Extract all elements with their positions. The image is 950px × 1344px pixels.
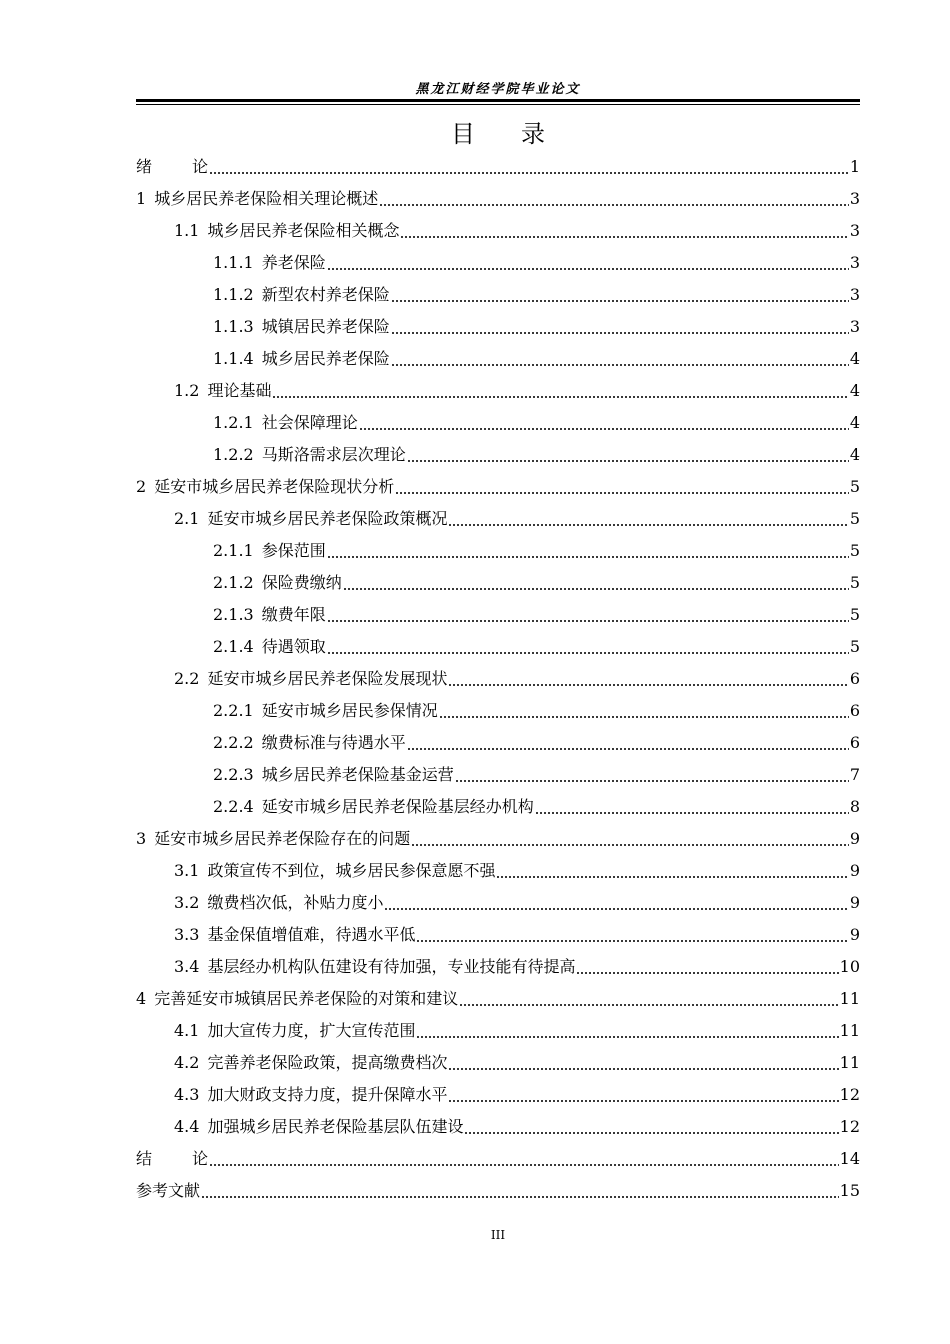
toc-entry-page: 4 (849, 413, 860, 432)
toc-dot-leader (576, 957, 838, 977)
toc-dot-leader (416, 1021, 838, 1041)
toc-entry-page: 7 (849, 765, 860, 784)
toc-entry-page: 9 (849, 829, 860, 848)
toc-entry-label (136, 1181, 200, 1201)
toc-entry[interactable] (136, 951, 860, 983)
toc-entry-number: 1.1 (174, 221, 200, 240)
toc-entry[interactable] (136, 311, 860, 343)
toc-dot-leader (209, 1149, 839, 1169)
toc-entry-label (136, 189, 378, 209)
toc-entry-title: 城乡居民养老保险基金运营 (261, 765, 454, 784)
toc-entry[interactable] (136, 279, 860, 311)
toc-entry-label (213, 733, 406, 753)
toc-entry-title: 参考文献 (136, 1181, 201, 1200)
toc-entry-page: 4 (849, 445, 860, 464)
toc-entry-page: 5 (849, 509, 860, 528)
toc-entry-label (174, 221, 399, 241)
toc-entry-label (213, 797, 534, 817)
toc-entry-page: 5 (849, 541, 860, 560)
toc-entry-title: 完善养老保险政策，提高缴费档次 (207, 1053, 448, 1072)
toc-entry-page: 5 (849, 573, 860, 592)
toc-entry-page: 8 (849, 797, 860, 816)
toc-dot-leader (391, 317, 849, 337)
toc-dot-leader (391, 349, 849, 369)
toc-entry-title: 延安市城乡居民养老保险基层经办机构 (261, 797, 534, 816)
toc-entry[interactable] (136, 151, 860, 183)
toc-entry-number: 4.3 (174, 1085, 200, 1104)
toc-entry-number: 4 (136, 989, 147, 1008)
toc-heading: 目录 (451, 120, 591, 148)
toc-entry-title: 加强城乡居民养老保险基层队伍建设 (207, 1117, 464, 1136)
toc-entry-title: 延安市城乡居民养老保险现状分析 (154, 477, 395, 496)
page-number: III (490, 1228, 506, 1242)
toc-entry-number: 1.2.1 (213, 413, 254, 432)
toc-entry-number: 1.1.2 (213, 285, 254, 304)
toc-dot-leader (327, 605, 849, 625)
toc-dot-leader (379, 189, 849, 209)
toc-entry-label (213, 765, 454, 785)
toc-dot-leader (391, 285, 849, 305)
toc-entry-number: 2.1.3 (213, 605, 254, 624)
toc-dot-leader (201, 1181, 839, 1201)
toc-entry-page: 3 (849, 285, 860, 304)
toc-entry-title: 参保范围 (261, 541, 326, 560)
toc-entry-number: 4.1 (174, 1021, 200, 1040)
toc-entry-label (213, 285, 390, 305)
toc-entry-title: 延安市城乡居民养老保险存在的问题 (154, 829, 411, 848)
toc-dot-leader (448, 1053, 838, 1073)
toc-entry-title: 加大宣传力度，扩大宣传范围 (207, 1021, 416, 1040)
toc-entry[interactable] (136, 535, 860, 567)
toc-entry-page: 11 (839, 989, 860, 1008)
toc-dot-leader (400, 221, 848, 241)
toc-entry[interactable] (136, 407, 860, 439)
toc-dot-leader (496, 861, 848, 881)
toc-entry-page: 9 (849, 925, 860, 944)
toc-entry[interactable] (136, 1111, 860, 1143)
toc-entry-title-char: 论 (192, 157, 209, 176)
toc-entry-label (174, 893, 383, 913)
toc-entry-title: 马斯洛需求层次理论 (261, 445, 406, 464)
toc-entry[interactable] (136, 983, 860, 1015)
toc-entry-label (213, 253, 326, 273)
toc-entry-page: 12 (839, 1117, 860, 1136)
toc-entry-number: 2.1.2 (213, 573, 254, 592)
toc-entry-label (174, 1085, 447, 1105)
toc-entry-page: 3 (849, 221, 860, 240)
toc-entry-title: 城乡居民养老保险相关理论概述 (154, 189, 379, 208)
toc-entry-label (174, 957, 575, 977)
toc-entry-page: 3 (849, 253, 860, 272)
toc-entry-title: 养老保险 (261, 253, 326, 272)
toc-entry-label (213, 445, 406, 465)
toc-entry[interactable] (136, 1047, 860, 1079)
toc-dot-leader (411, 829, 849, 849)
toc-entry-number: 1.1.4 (213, 349, 254, 368)
toc-entry-page: 10 (839, 957, 860, 976)
toc-entry-number: 3.2 (174, 893, 200, 912)
toc-dot-leader (327, 541, 849, 561)
toc-entry-page: 3 (849, 189, 860, 208)
toc-entry-label (174, 861, 495, 881)
toc-dot-leader (407, 733, 849, 753)
toc-entry-number: 3.4 (174, 957, 200, 976)
toc-entry-number: 1.1.3 (213, 317, 254, 336)
toc-dot-leader (448, 1085, 838, 1105)
toc-entry-title: 延安市城乡居民参保情况 (261, 701, 438, 720)
toc-entry-number: 2.1 (174, 509, 200, 528)
toc-entry-label (213, 541, 326, 561)
toc-entry-label (174, 1053, 447, 1073)
toc-entry[interactable] (136, 855, 860, 887)
toc-entry-label (136, 1149, 208, 1169)
toc-dot-leader (359, 413, 849, 433)
toc-entry-title: 延安市城乡居民养老保险发展现状 (207, 669, 448, 688)
toc-entry[interactable] (136, 567, 860, 599)
toc-entry-page: 3 (849, 317, 860, 336)
toc-entry[interactable] (136, 439, 860, 471)
toc-dot-leader (395, 477, 849, 497)
toc-dot-leader (448, 509, 848, 529)
toc-entry-label (174, 925, 415, 945)
toc-entry-label (174, 1021, 415, 1041)
toc-entry[interactable] (136, 663, 860, 695)
toc-entry-label (174, 509, 447, 529)
toc-entry-page: 11 (839, 1021, 860, 1040)
toc-entry-number: 4.2 (174, 1053, 200, 1072)
header-rule-thin (136, 104, 860, 105)
toc-entry-number: 1.2.2 (213, 445, 254, 464)
toc-entry-number: 2.2 (174, 669, 200, 688)
toc-entry-page: 6 (849, 669, 860, 688)
toc-entry-label (136, 477, 394, 497)
toc-entry-label (213, 605, 326, 625)
toc-entry-label (174, 669, 447, 689)
toc-dot-leader (407, 445, 849, 465)
toc-entry[interactable] (136, 631, 860, 663)
toc-entry-title: 缴费标准与待遇水平 (261, 733, 406, 752)
running-header: 黑龙江财经学院毕业论文 (415, 82, 581, 97)
toc-entry-label (213, 349, 390, 369)
table-of-contents (136, 151, 860, 1207)
toc-entry[interactable] (136, 1015, 860, 1047)
toc-entry-title: 完善延安市城镇居民养老保险的对策和建议 (154, 989, 459, 1008)
toc-entry-title-char: 论 (192, 1149, 209, 1168)
toc-entry[interactable] (136, 375, 860, 407)
toc-entry[interactable] (136, 1079, 860, 1111)
toc-entry-label (136, 157, 208, 177)
toc-entry-title: 延安市城乡居民养老保险政策概况 (207, 509, 448, 528)
toc-entry-title: 基层经办机构队伍建设有待加强，专业技能有待提高 (207, 957, 576, 976)
toc-entry-title: 待遇领取 (261, 637, 326, 656)
toc-entry-number: 2.2.1 (213, 701, 254, 720)
toc-entry-page: 6 (849, 733, 860, 752)
toc-entry[interactable] (136, 919, 860, 951)
toc-entry-label (213, 701, 438, 721)
toc-entry-label (213, 573, 342, 593)
toc-dot-leader (343, 573, 849, 593)
toc-entry-number: 3 (136, 829, 147, 848)
toc-entry[interactable] (136, 823, 860, 855)
toc-entry-page: 12 (839, 1085, 860, 1104)
toc-dot-leader (439, 701, 849, 721)
toc-entry-title: 城镇居民养老保险 (261, 317, 390, 336)
toc-entry[interactable] (136, 887, 860, 919)
toc-entry[interactable] (136, 727, 860, 759)
toc-entry-page: 9 (849, 893, 860, 912)
toc-entry-label (136, 989, 458, 1009)
toc-entry[interactable] (136, 471, 860, 503)
toc-entry-label (136, 829, 410, 849)
toc-entry-title: 缴费档次低，补贴力度小 (207, 893, 384, 912)
toc-entry-title-char: 结 (136, 1149, 153, 1168)
toc-entry-page: 14 (839, 1149, 860, 1168)
toc-entry-number: 3.1 (174, 861, 200, 880)
toc-entry-number: 2.1.1 (213, 541, 254, 560)
toc-entry[interactable] (136, 215, 860, 247)
toc-dot-leader (384, 893, 848, 913)
toc-dot-leader (464, 1117, 838, 1137)
toc-entry[interactable] (136, 599, 860, 631)
toc-dot-leader (272, 381, 848, 401)
toc-entry-title: 新型农村养老保险 (261, 285, 390, 304)
toc-entry-number: 3.3 (174, 925, 200, 944)
toc-entry-number: 2.2.2 (213, 733, 254, 752)
toc-entry[interactable] (136, 343, 860, 375)
toc-entry-page: 5 (849, 637, 860, 656)
toc-entry-page: 4 (849, 381, 860, 400)
toc-dot-leader (459, 989, 838, 1009)
header-rule-thick (136, 99, 860, 102)
toc-entry-title: 缴费年限 (261, 605, 326, 624)
toc-entry-title: 保险费缴纳 (261, 573, 342, 592)
toc-entry-number: 4.4 (174, 1117, 200, 1136)
toc-entry-number: 1.1.1 (213, 253, 254, 272)
toc-entry-number: 1.2 (174, 381, 200, 400)
toc-entry-page: 4 (849, 349, 860, 368)
toc-entry[interactable] (136, 183, 860, 215)
toc-dot-leader (455, 765, 849, 785)
toc-entry-title: 理论基础 (207, 381, 272, 400)
toc-entry-page: 5 (849, 605, 860, 624)
toc-entry-title: 加大财政支持力度，提升保障水平 (207, 1085, 448, 1104)
toc-entry-title: 基金保值增值难，待遇水平低 (207, 925, 416, 944)
toc-entry-label (213, 637, 326, 657)
toc-entry-page: 11 (839, 1053, 860, 1072)
toc-entry-title: 社会保障理论 (261, 413, 358, 432)
toc-entry[interactable] (136, 1175, 860, 1207)
toc-dot-leader (327, 637, 849, 657)
toc-entry-label (213, 317, 390, 337)
toc-entry-page: 15 (839, 1181, 860, 1200)
toc-entry[interactable] (136, 247, 860, 279)
toc-entry-label (174, 1117, 463, 1137)
toc-entry[interactable] (136, 759, 860, 791)
toc-entry-number: 2.2.3 (213, 765, 254, 784)
toc-entry-number: 2.2.4 (213, 797, 254, 816)
toc-entry-label (213, 413, 358, 433)
toc-entry-title-char: 绪 (136, 157, 153, 176)
toc-entry-title: 城乡居民养老保险 (261, 349, 390, 368)
toc-dot-leader (209, 157, 849, 177)
toc-entry-number: 1 (136, 189, 147, 208)
toc-entry-number: 2 (136, 477, 147, 496)
toc-entry[interactable] (136, 1143, 860, 1175)
toc-entry[interactable] (136, 791, 860, 823)
toc-dot-leader (535, 797, 849, 817)
toc-entry[interactable] (136, 503, 860, 535)
toc-entry-number: 2.1.4 (213, 637, 254, 656)
toc-dot-leader (416, 925, 848, 945)
toc-entry-label (174, 381, 271, 401)
toc-entry-page: 9 (849, 861, 860, 880)
toc-entry-page: 6 (849, 701, 860, 720)
toc-entry-title: 城乡居民养老保险相关概念 (207, 221, 400, 240)
toc-dot-leader (327, 253, 849, 273)
toc-entry-page: 1 (849, 157, 860, 176)
toc-entry[interactable] (136, 695, 860, 727)
toc-entry-title: 政策宣传不到位，城乡居民参保意愿不强 (207, 861, 496, 880)
toc-entry-page: 5 (849, 477, 860, 496)
toc-dot-leader (448, 669, 848, 689)
